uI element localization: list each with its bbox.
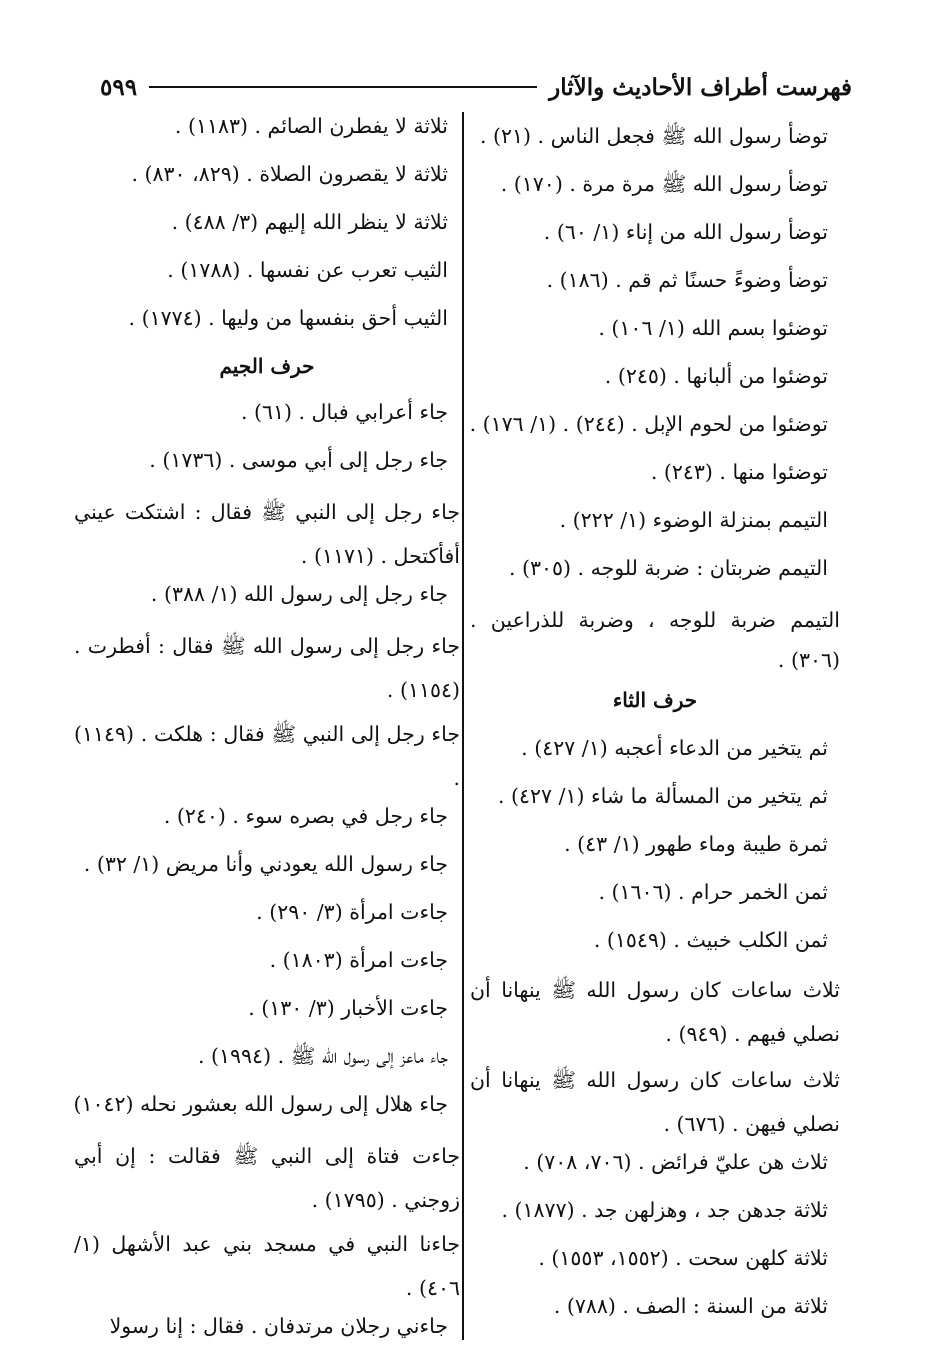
page-header bbox=[100, 70, 852, 104]
index-entry: جاءني رجلان مرتدفان . فقال : إنا رسولا bbox=[109, 1314, 448, 1338]
index-entry: جاء أعرابي فبال . (٦١) . bbox=[240, 400, 448, 424]
index-entry: جاء رجل إلى أبي موسى . (١٧٣٦) . bbox=[149, 448, 448, 472]
index-entry: التيمم ضربتان : ضربة للوجه . (٣٠٥) . bbox=[508, 556, 828, 580]
section-heading: حرف الثاء bbox=[612, 688, 698, 712]
index-entry: توضأ وضوءً حسنًا ثم قم . (١٨٦) . bbox=[546, 268, 828, 292]
index-entry: جاءت الأخبار (٣/ ١٣٠) . bbox=[248, 996, 448, 1020]
index-entry: الثيب أحق بنفسها من وليها . (١٧٧٤) . bbox=[128, 306, 448, 330]
index-entry: جاء رجل إلى النبي ﷺ فقال : اشتكت عيني أفأكتحل . (١١٧١) . bbox=[74, 500, 460, 568]
index-entry: ثم يتخير من الدعاء أعجبه (١/ ٤٢٧) . bbox=[521, 736, 828, 760]
header-rule bbox=[149, 86, 537, 88]
index-entry: جاء رجل إلى رسول الله ﷺ فقال : أفطرت . (١١٥٤) . bbox=[74, 634, 460, 702]
index-entry: توضأ رسول الله ﷺ فجعل الناس . (٢١) . bbox=[479, 124, 828, 148]
index-entry: ثلاثة جدهن جد ، وهزلهن جد . (١٨٧٧) . bbox=[501, 1198, 828, 1222]
index-entry: توضئوا بسم الله (١/ ١٠٦) . bbox=[598, 316, 828, 340]
index-entry: ثلاثة كلهن سحت . (١٥٥٢، ١٥٥٣) . bbox=[538, 1246, 828, 1270]
index-entry: الثيب تعرب عن نفسها . (١٧٨٨) . bbox=[167, 258, 448, 282]
index-entry: جاء رسول الله يعودني وأنا مريض (١/ ٣٢) . bbox=[83, 852, 448, 876]
index-entry: التيمم بمنزلة الوضوء (١/ ٢٢٢) . bbox=[559, 508, 828, 532]
header-title: فهرست أطراف الأحاديث والآثار bbox=[549, 73, 852, 101]
index-entry: جاءت امرأة (٣/ ٢٩٠) . bbox=[256, 900, 448, 924]
index-entry: ثمن الكلب خبيث . (١٥٤٩) . bbox=[593, 928, 828, 952]
index-entry: ثلاث ساعات كان رسول الله ﷺ ينهانا أن نصلي فيهن . (٦٧٦) . bbox=[470, 1068, 840, 1136]
index-entry: ثلاثة لا يقصرون الصلاة . (٨٢٩، ٨٣٠) . bbox=[131, 162, 448, 186]
section-heading: حرف الجيم bbox=[219, 354, 315, 378]
index-entry: جاء رجل إلى النبي ﷺ فقال : هلكت . (١١٤٩) . bbox=[74, 722, 460, 790]
index-entry: ثلاثة لا يفطرن الصائم . (١١٨٣) . bbox=[174, 114, 448, 138]
index-entry: توضئوا من ألبانها . (٢٤٥) . bbox=[604, 364, 828, 388]
column-divider bbox=[462, 112, 464, 1340]
index-entry: ثلاث هن عليّ فرائض . (٧٠٦، ٧٠٨) . bbox=[523, 1150, 828, 1174]
index-entry: ثمرة طيبة وماء طهور (١/ ٤٣) . bbox=[564, 832, 828, 856]
index-entry: ثم يتخير من المسألة ما شاء (١/ ٤٢٧) . bbox=[497, 784, 828, 808]
index-entry: جاءنا النبي في مسجد بني عبد الأشهل (١/ ٤٠٦) . bbox=[74, 1232, 460, 1300]
index-entry: ثلاثة لا ينظر الله إليهم (٣/ ٤٨٨) . bbox=[171, 210, 448, 234]
index-entry: توضأ رسول الله ﷺ مرة مرة . (١٧٠) . bbox=[500, 172, 828, 196]
index-entry: جاء هلال إلى رسول الله بعشور نحله (١٠٤٢) bbox=[73, 1092, 448, 1116]
index-entry: توضأ رسول الله من إناء (١/ ٦٠) . bbox=[543, 220, 828, 244]
index-entry: التيمم ضربة للوجه ، وضربة للذراعين . (٣٠٦) . bbox=[470, 608, 840, 672]
index-entry: جاء ماعز إلى رسول الله ﷺ . (١٩٩٤) . bbox=[197, 1044, 448, 1068]
page-number: ٥٩٩ bbox=[100, 73, 138, 101]
index-entry: جاء رجل في بصره سوء . (٢٤٠) . bbox=[163, 804, 448, 828]
index-entry: ثلاث ساعات كان رسول الله ﷺ ينهانا أن نصلي فيهم . (٩٤٩) . bbox=[470, 978, 840, 1046]
index-entry: جاءت فتاة إلى النبي ﷺ فقالت : إن أبي زوجني . (١٧٩٥) . bbox=[74, 1144, 460, 1212]
index-entry: جاءت امرأة (١٨٠٣) . bbox=[269, 948, 448, 972]
index-entry: توضئوا من لحوم الإبل . (٢٤٤) . (١/ ١٧٦) . bbox=[469, 412, 828, 436]
index-entry: ثمن الخمر حرام . (١٦٠٦) . bbox=[598, 880, 828, 904]
index-entry: ثلاثة من السنة : الصف . (٧٨٨) . bbox=[553, 1294, 828, 1318]
index-entry: توضئوا منها . (٢٤٣) . bbox=[650, 460, 828, 484]
index-entry: جاء رجل إلى رسول الله (١/ ٣٨٨) . bbox=[150, 582, 448, 606]
